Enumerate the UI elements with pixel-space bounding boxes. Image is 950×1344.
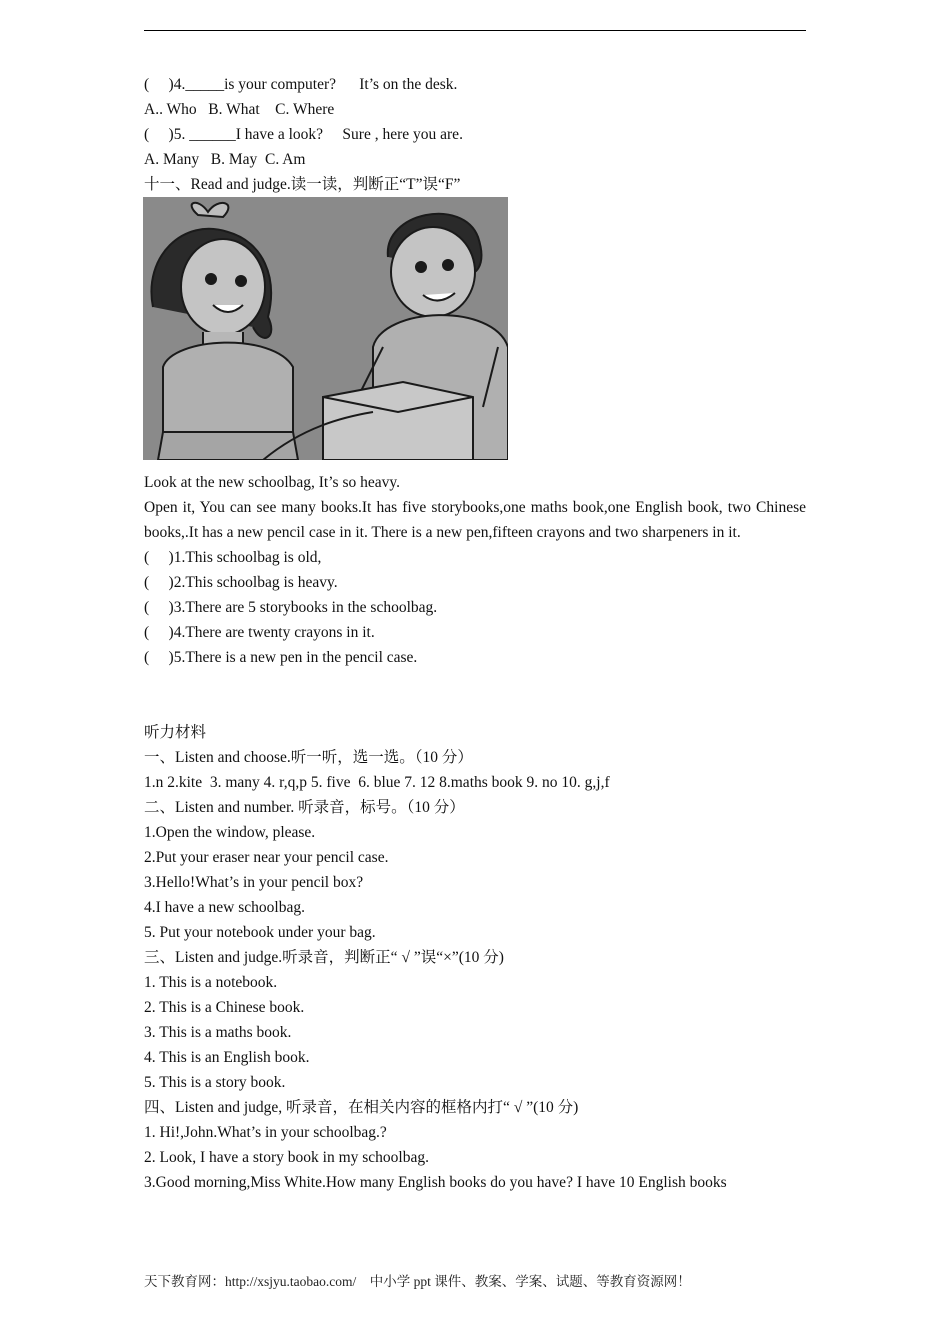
- part-2-heading: 二、Listen and number. 听录音，标号。（10 分）: [144, 799, 465, 816]
- part-1-heading: 一、Listen and choose.听一听，选一选。（10 分）: [144, 749, 473, 766]
- list-item: 5. This is a story book.: [144, 1074, 286, 1091]
- spacer: [144, 670, 806, 720]
- cartoon-illustration: [143, 197, 508, 460]
- question-5-options: A. Many B. May C. Am: [144, 151, 306, 168]
- judge-item: ( )3.There are 5 storybooks in the schoolbag.: [144, 599, 438, 616]
- passage-paragraph: Open it, You can see many books.It has five storybooks,one maths book,one English book, two Chinese books,.It has a new pencil case in it. There is a new pen,fifteen crayons and two sharpeners in it.: [144, 499, 806, 541]
- part-3-heading: 三、Listen and judge.听录音，判断正“ √ ”误“×”(10 分): [144, 949, 504, 966]
- listening-title: 听力材料: [144, 724, 207, 741]
- page-content: [144, 72, 806, 1195]
- list-item: 2. Look, I have a story book in my schoolbag.: [144, 1149, 429, 1166]
- passage-first-line: Look at the new schoolbag, It’s so heavy.: [144, 474, 400, 491]
- list-item: 1.Open the window, please.: [144, 824, 316, 841]
- question-4-options: A.. Who B. What C. Where: [144, 101, 335, 118]
- section-11-heading: 十一、Read and judge.读一读，判断正“T”误“F”: [144, 176, 461, 193]
- list-item: 1. This is a notebook.: [144, 974, 278, 991]
- list-item: 2.Put your eraser near your pencil case.: [144, 849, 389, 866]
- list-item: 1. Hi!,John.What’s in your schoolbag.?: [144, 1124, 387, 1141]
- part-1-answers: 1.n 2.kite 3. many 4. r,q,p 5. five 6. blue 7. 12 8.maths book 9. no 10. g,j,f: [144, 774, 610, 791]
- list-item: 3. This is a maths book.: [144, 1024, 292, 1041]
- list-item: 4.I have a new schoolbag.: [144, 899, 305, 916]
- judge-item: ( )2.This schoolbag is heavy.: [144, 574, 338, 591]
- judge-item: ( )5.There is a new pen in the pencil case.: [144, 649, 418, 666]
- judge-item: ( )1.This schoolbag is old,: [144, 549, 322, 566]
- judge-item: ( )4.There are twenty crayons in it.: [144, 624, 375, 641]
- header-rule: [144, 30, 806, 31]
- question-5: ( )5. ______I have a look? Sure , here you are.: [144, 126, 463, 143]
- list-item: 2. This is a Chinese book.: [144, 999, 305, 1016]
- list-item: 4. This is an English book.: [144, 1049, 310, 1066]
- page-footer: 天下教育网：http://xsjyu.taobao.com/ 中小学 ppt 课件、教案、学案、试题、等教育资源网！: [144, 1274, 691, 1289]
- part-4-heading: 四、Listen and judge, 听录音，在相关内容的框格内打“ √ ”(10 分): [144, 1099, 579, 1116]
- question-4: ( )4._____is your computer? It’s on the desk.: [144, 76, 458, 93]
- list-item: 5. Put your notebook under your bag.: [144, 924, 376, 941]
- list-item: 3.Good morning,Miss White.How many English books do you have? I have 10 English books: [144, 1174, 727, 1191]
- list-item: 3.Hello!What’s in your pencil box?: [144, 874, 364, 891]
